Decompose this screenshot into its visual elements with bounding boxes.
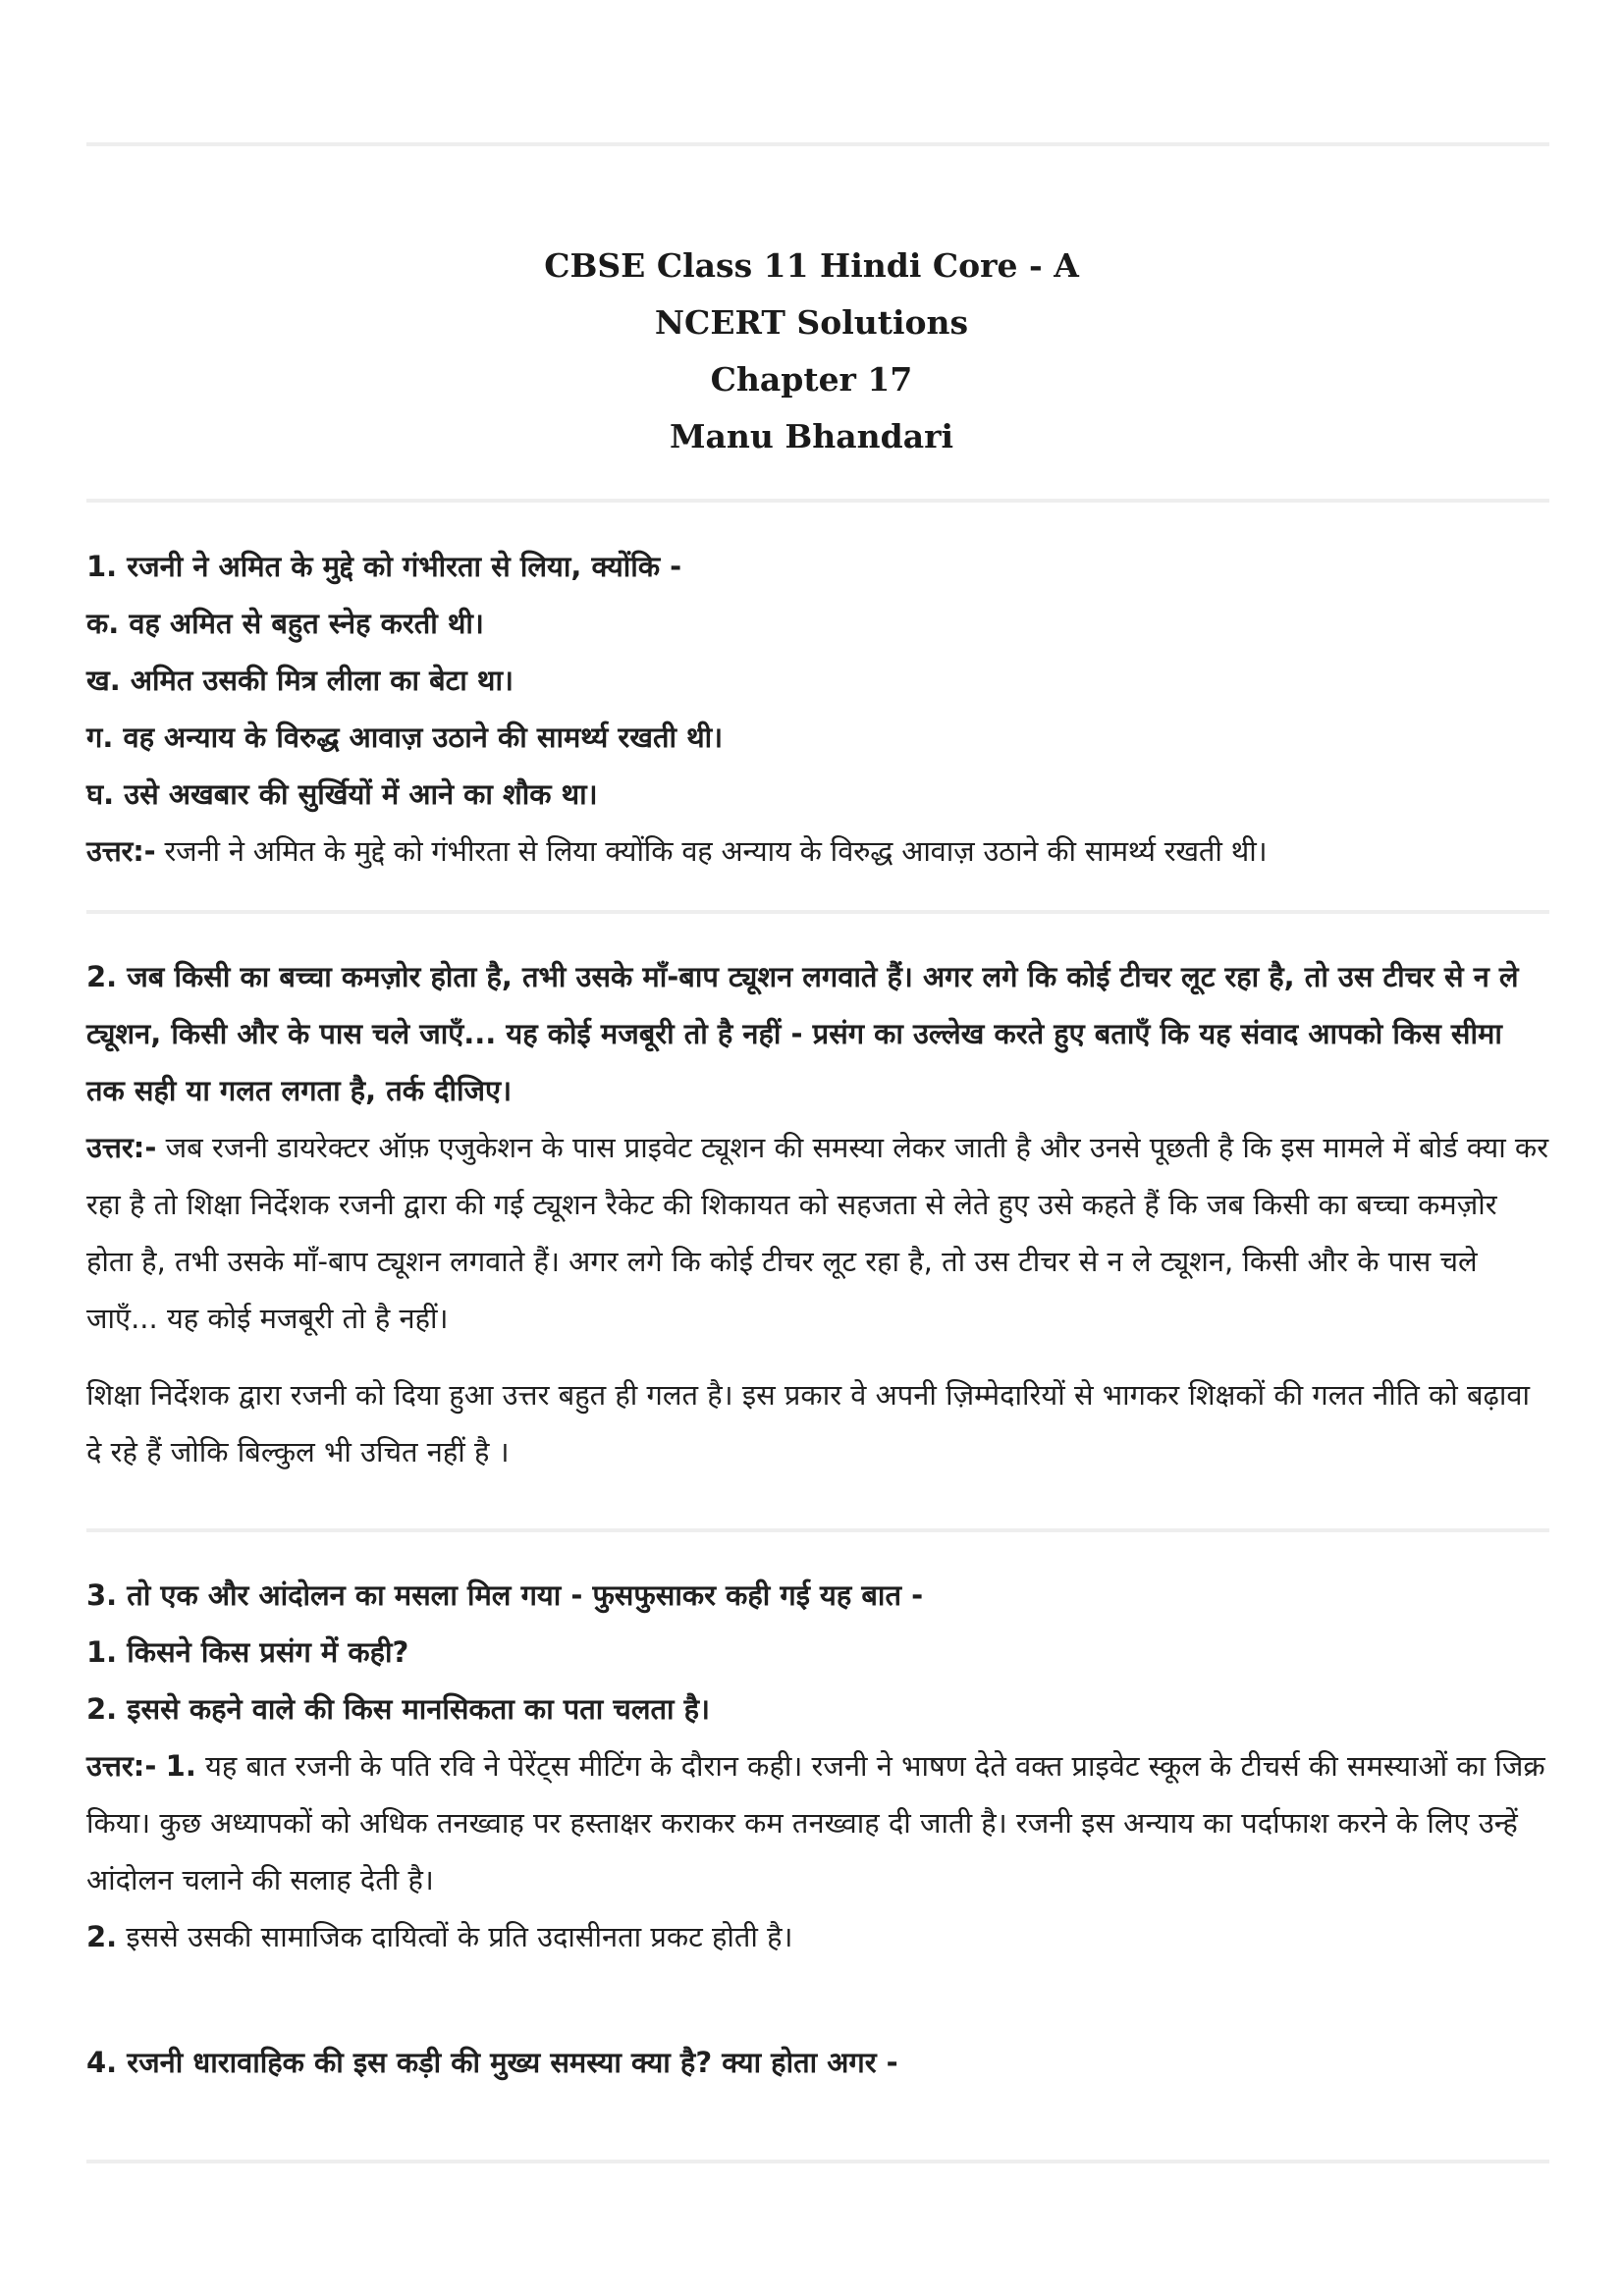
question-1-option-b: ख. अमित उसकी मित्र लीला का बेटा था। (86, 664, 514, 697)
question-4-text: 4. रजनी धारावाहिक की इस कड़ी की मुख्य समस्या क्या है? क्या होता अगर - (86, 2046, 898, 2079)
question-2-block (86, 948, 1549, 1480)
question-3-subquestion-1: 1. किसने किस प्रसंग में कही? (86, 1635, 409, 1669)
question-3-answer-1 (86, 1737, 1549, 1908)
header-solutions: NCERT Solutions (654, 303, 969, 342)
question-4-block (86, 2034, 1549, 2091)
question-2-text: 2. जब किसी का बच्चा कमज़ोर होता है, तभी उसके माँ-बाप ट्यूशन लगवाते हैं। अगर लगे कि कोई टीचर लूट रहा है, तो उस टीचर से न ले ट्यूशन, किसी और के पास चले जाएँ... यह कोई मजबूरी तो है नहीं - प्रसंग का उल्लेख करते हुए बताएँ कि यह संवाद आपको किस सीमा तक सही या गलत लगता है, तर्क दीजिए। (86, 960, 1519, 1107)
divider-top (86, 142, 1549, 146)
question-2-answer-text: जब रजनी डायरेक्टर ऑफ़ एजुकेशन के पास प्राइवेट ट्यूशन की समस्या लेकर जाती है और उनसे पूछती है कि इस मामले में बोर्ड क्या कर रहा है तो शिक्षा निर्देशक रजनी द्वारा की गई ट्यूशन रैकेट की शिकायत को सहजता से लेते हुए उसे कहते हैं कि जब किसी का बच्चा कमज़ोर होता है, तभी उसके माँ-बाप ट्यूशन लगवाते हैं। अगर लगे कि कोई टीचर लूट रहा है, तो उस टीचर से न ले ट्यूशन, किसी और के पास चले जाएँ... यह कोई मजबूरी तो है नहीं। (86, 1131, 1549, 1335)
question-3-answer-2 (86, 1908, 1549, 1965)
answer-label: उत्तर:- (86, 834, 156, 868)
answer-1-number: 1. (165, 1749, 196, 1783)
answer-label: उत्तर:- (86, 1131, 157, 1164)
question-1-block (86, 538, 1549, 880)
question-1-option-a: क. वह अमित से बहुत स्नेह करती थी। (86, 607, 484, 640)
document-header (0, 238, 1623, 465)
answer-2-number: 2. (86, 1920, 118, 1953)
question-3-answer-2-text: इससे उसकी सामाजिक दायित्वों के प्रति उदासीनता प्रकट होती है। (126, 1920, 793, 1953)
question-1-option-d: घ. उसे अखबार की सुर्खियों में आने का शौक था। (86, 777, 598, 811)
question-1-answer-text: रजनी ने अमित के मुद्दे को गंभीरता से लिया क्योंकि वह अन्याय के विरुद्ध आवाज़ उठाने की सामर्थ्य रखती थी। (164, 834, 1268, 868)
divider-after-q1 (86, 910, 1549, 914)
divider-after-q2 (86, 1528, 1549, 1532)
question-3-answer-1-text: यह बात रजनी के पति रवि ने पेरेंट्स मीटिंग के दौरान कही। रजनी ने भाषण देते वक्त प्राइवेट स्कूल के टीचर्स की समस्याओं का जिक्र किया। कुछ अध्यापकों को अधिक तनख्वाह पर हस्ताक्षर कराकर कम तनख्वाह दी जाती है। रजनी इस अन्याय का पर्दाफाश करने के लिए उन्हें आंदोलन चलाने की सलाह देती है। (86, 1749, 1545, 1896)
divider-after-header (86, 499, 1549, 503)
question-1-answer (86, 823, 1549, 880)
header-chapter: Chapter 17 (710, 360, 913, 399)
header-board-class: CBSE Class 11 Hindi Core - A (544, 246, 1079, 285)
answer-label: उत्तर:- (86, 1749, 157, 1783)
header-author: Manu Bhandari (669, 417, 954, 455)
question-3-block (86, 1567, 1549, 1965)
question-1-text: 1. रजनी ने अमित के मुद्दे को गंभीरता से लिया, क्योंकि - (86, 550, 682, 583)
question-3-subquestion-2: 2. इससे कहने वाले की किस मानसिकता का पता चलता है। (86, 1692, 711, 1726)
question-1-option-c: ग. वह अन्याय के विरुद्ध आवाज़ उठाने की सामर्थ्य रखती थी। (86, 721, 724, 754)
divider-bottom (86, 2160, 1549, 2163)
question-3-text: 3. तो एक और आंदोलन का मसला मिल गया - फुसफुसाकर कही गई यह बात - (86, 1578, 924, 1612)
question-2-answer-paragraph-2: शिक्षा निर्देशक द्वारा रजनी को दिया हुआ उत्तर बहुत ही गलत है। इस प्रकार वे अपनी ज़िम्मेदारियों से भागकर शिक्षकों की गलत नीति को बढ़ावा दे रहे हैं जोकि बिल्कुल भी उचित नहीं है । (86, 1378, 1531, 1468)
question-2-answer (86, 1119, 1549, 1347)
